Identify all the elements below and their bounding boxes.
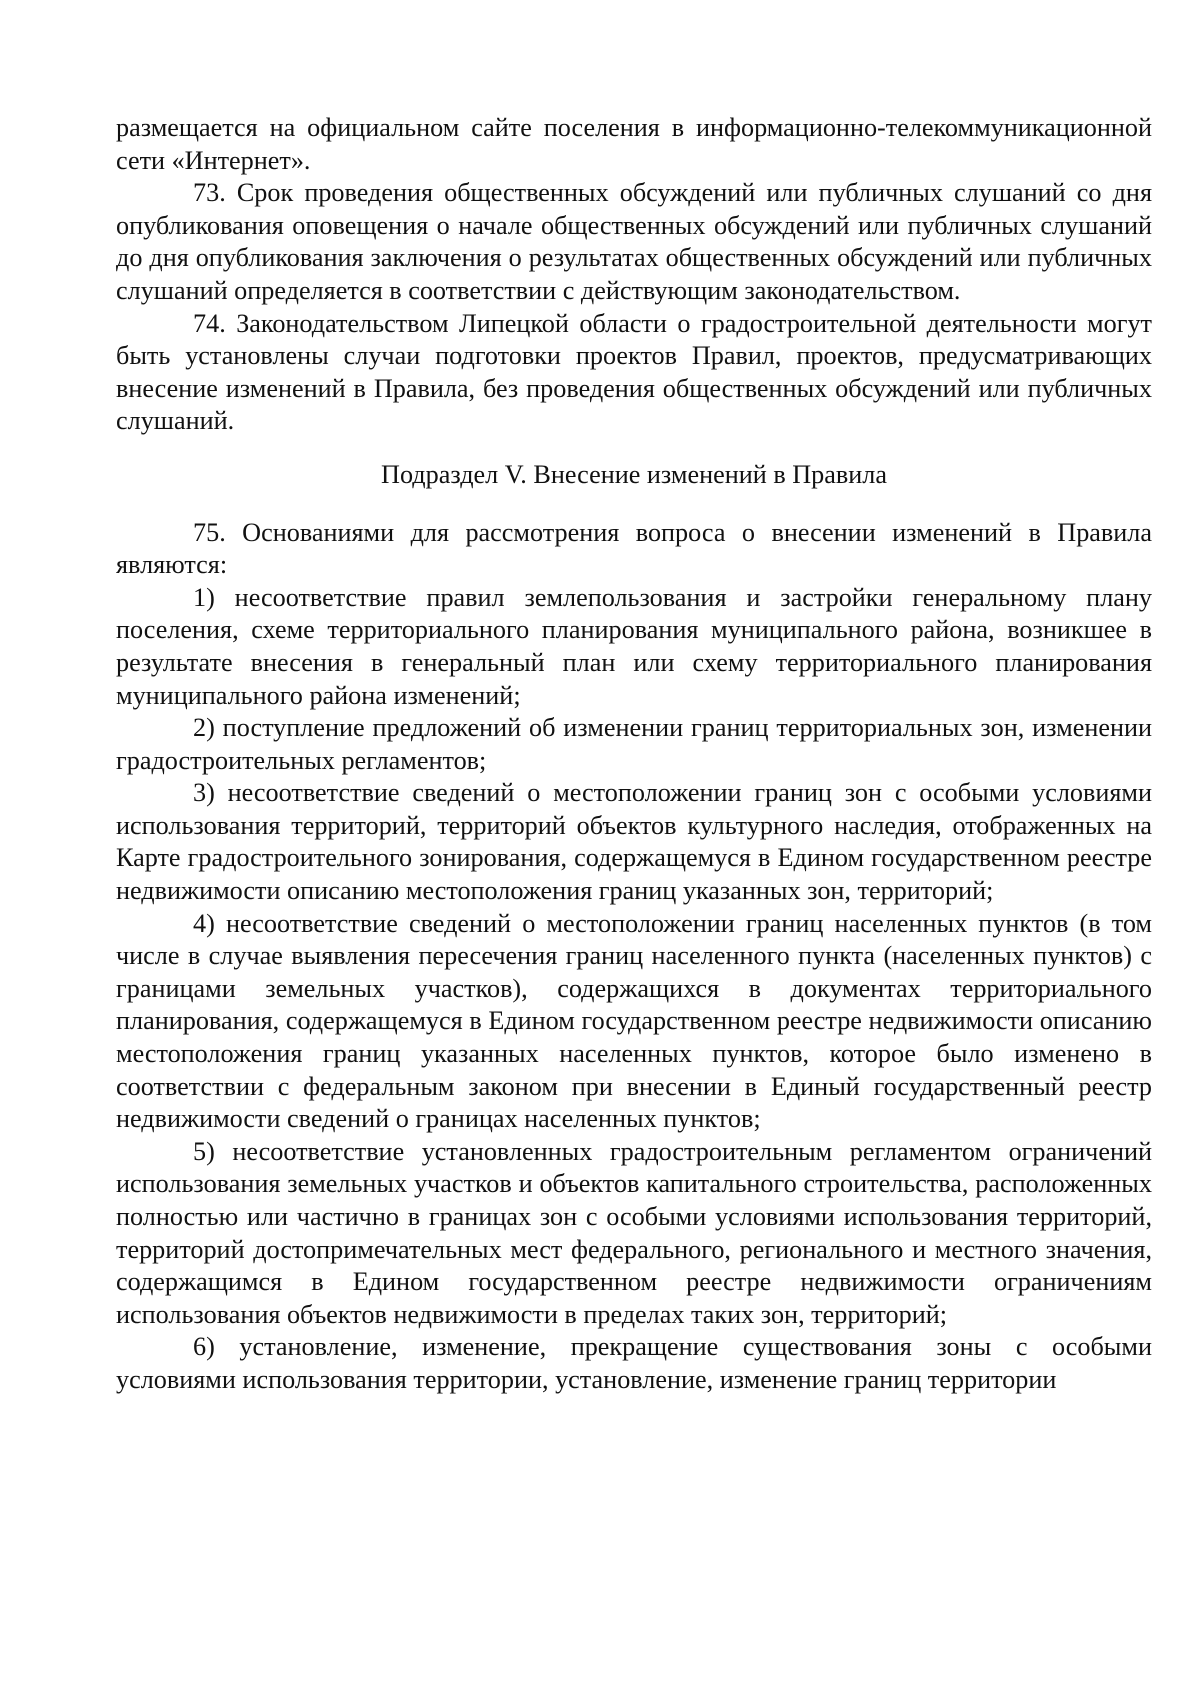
paragraph-73: 73. Срок проведения общественных обсуждений или публичных слушаний со дня опубликования оповещения о начале общественных обсуждений или публичных слушаний до дня опубликования заключения о результатах общественных обсуждений или публичных слушаний определяется в соответствии с действующим законодательством.: [116, 178, 1152, 305]
list-item-3: 3) несоответствие сведений о местоположении границ зон с особыми условиями использования территорий, территорий объектов культурного наследия, отображенных на Карте градостроительного зонирования, содержащемуся в Едином государственном реестре недвижимости описанию местоположения границ указанных зон, территорий;: [116, 778, 1152, 906]
paragraph-continuation: размещается на официальном сайте поселения в информационно-телекоммуникационной сети «Интернет».: [116, 113, 1152, 175]
list-item-5: 5) несоответствие установленных градостроительным регламентом ограничений использования земельных участков и объектов капитального строительства, расположенных полностью или частично в границах зон с особыми условиями использования территорий, территорий достопримечательных мест федерального, регионального и местного значения, содержащимся в Едином государственном реестре недвижимости ограничениям использования объектов недвижимости в пределах таких зон, территорий;: [116, 1136, 1152, 1329]
paragraph-75-intro: 75. Основаниями для рассмотрения вопроса о внесении изменений в Правила являются:: [116, 517, 1152, 580]
document-page: [116, 112, 1152, 1397]
list-item-2: 2) поступление предложений об изменении границ территориальных зон, изменении градостроительных регламентов;: [116, 713, 1152, 775]
list-item-1: 1) несоответствие правил землепользования и застройки генеральному плану поселения, схеме территориального планирования муниципального района, возникшее в результате внесения в генеральный план или схему территориального планирования муниципального района изменений;: [116, 582, 1152, 710]
list-item-4: 4) несоответствие сведений о местоположении границ населенных пунктов (в том числе в случае выявления пересечения границ населенного пункта (населенных пунктов) с границами земельных участков), содержащихся в документах территориального планирования, содержащемуся в Едином государственном реестре недвижимости описанию местоположения границ указанных населенных пунктов, которое было изменено в соответствии с федеральным законом при внесении в Единый государственный реестр недвижимости сведений о границах населенных пунктов;: [116, 908, 1152, 1134]
paragraph-74: 74. Законодательством Липецкой области о градостроительной деятельности могут быть установлены случаи подготовки проектов Правил, проектов, предусматривающих внесение изменений в Правила, без проведения общественных обсуждений или публичных слушаний.: [116, 308, 1152, 436]
section-heading: Подраздел V. Внесение изменений в Правила: [381, 459, 887, 489]
list-item-6: 6) установление, изменение, прекращение существования зоны с особыми условиями использования территории, установление, изменение границ территории: [116, 1332, 1152, 1394]
